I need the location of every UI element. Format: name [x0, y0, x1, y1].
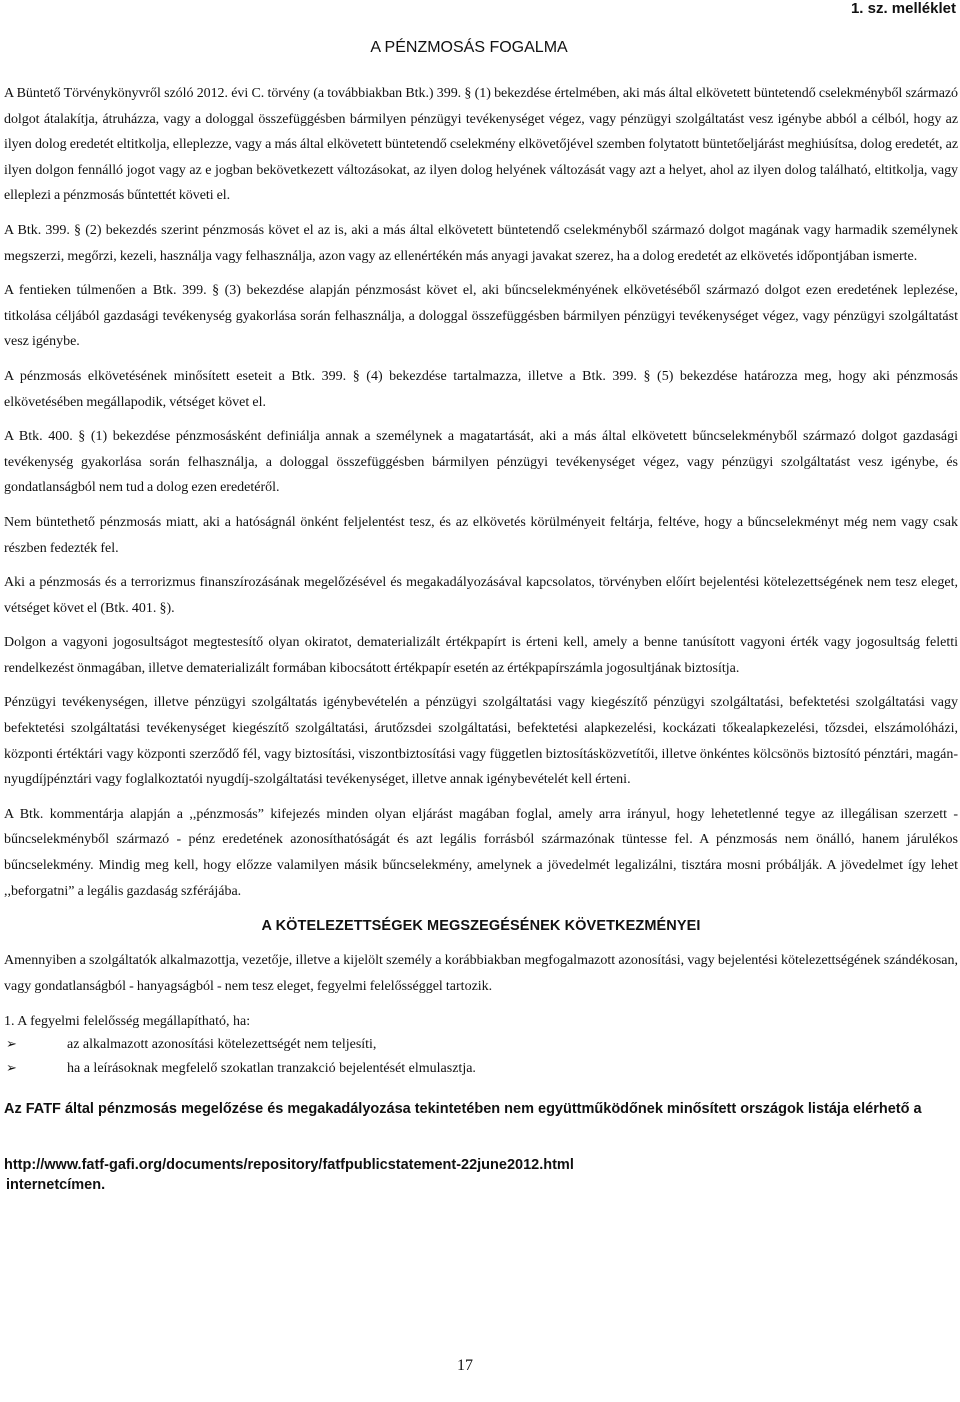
list-item-text: az alkalmazott azonosítási kötelezettségét nem teljesíti,: [67, 1037, 377, 1053]
paragraph-7: Aki a pénzmosás és a terrorizmus finanszírozásának megelőzésével és megakadályozásával kapcsolatos, törvényben előírt bejelentési kötelezettségének nem tesz eleget, vétséget követ el (Btk. 401. §).: [4, 575, 958, 616]
paragraph-8: Dolgon a vagyoni jogosultságot megtestesítő olyan okiratot, dematerializált értékpapírt is érteni kell, amely a benne tanúsított vagyoni érték vagy jogosultság feletti rendelkezést önmagában, illetve dematerializált formában kibocsátott értékpapír esetén az értékpapírszámla jogosultjának biztosítja.: [4, 635, 958, 676]
paragraph-5: A Btk. 400. § (1) bekezdése pénzmosásként definiálja annak a személynek a magatartását, aki a más által elkövetett bűncselekményből származó dolgot gazdasági tevékenység gyakorlása során felhasználja, a dologgal összefüggésben bármilyen pénzügyi tevékenységet végez, vagy pénzügyi szolgáltatást vesz igénybe, és gondatlanságból nem tud a dolog ezen eredetéről.: [4, 429, 958, 496]
list-intro: 1. A fegyelmi felelősség megállapítható, ha:: [4, 1014, 251, 1030]
list-item: [4, 1057, 958, 1081]
list-item-text: ha a leírásoknak megfelelő szokatlan tranzakció bejelentését elmulasztja.: [67, 1061, 476, 1077]
paragraph-1: A Büntető Törvénykönyvről szóló 2012. évi C. törvény (a továbbiakban Btk.) 399. § (1) bekezdése értelmében, aki más által elkövetett büntetendő cselekményből származó dolgot átalakítja, átruházza, vagy a dologgal összefüggésben bármilyen pénzügyi tevékenységet végez, vagy pénzügyi szolgáltatást vesz igénybe abból a célból, hogy az ilyen dolog eredetét eltitkolja, elleplezze, vagy a más által elkövetett büntetendő cselekmény elkövetőjével szemben folytatott büntetőeljárást meghiúsítsa, dolog eredetét, az ilyen dolgon fennálló jogot vagy az e jogban bekövetkezett változásokat, az ilyen dolog helyének változását vagy azt a helyet, ahol az ilyen dolog található, eltitkolja, vagy elleplezi a pénzmosás bűntettét követi el.: [4, 86, 958, 204]
arrow-bullet-icon: ➢: [6, 1037, 17, 1053]
fatf-note: Az FATF által pénzmosás megelőzése és megakadályozása tekintetében nem együttműködőnek minősített országok listája elérhető a: [4, 1101, 922, 1118]
paragraph-6: Nem büntethető pénzmosás miatt, aki a hatóságnál önként feljelentést tesz, és az elkövetés körülményeit feltárja, feltéve, hogy a bűncselekményt még nem vagy csak részben fedezték fel.: [4, 514, 958, 556]
page-title: A PÉNZMOSÁS FOGALMA: [370, 39, 568, 56]
link-suffix: internetcímen.: [6, 1177, 106, 1194]
section-title-consequences: A KÖTELEZETTSÉGEK MEGSZEGÉSÉNEK KÖVETKEZMÉNYEI: [261, 918, 701, 935]
paragraph-2: A Btk. 399. § (2) bekezdés szerint pénzmosás követ el az is, aki a más által elkövetett büntetendő cselekményből származó dolgot magának vagy harmadik személynek megszerzi, megőrzi, kezeli, használja vagy felhasználja, azon vagy az ellenértékén más anyagi javakat szerez, ha a dolog eredetét az elkövetés időpontjában ismerte.: [4, 222, 958, 264]
document-body: [4, 81, 958, 1195]
fatf-link[interactable]: http://www.fatf-gafi.org/documents/repository/fatfpublicstatement-22june2012.html: [4, 1157, 574, 1174]
paragraph-consequences: Amennyiben a szolgáltatók alkalmazottja, vezetője, illetve a kijelölt személy a korábbiakban megfogalmazott azonosítási, vagy bejelentési kötelezettségének szándékosan, vagy gondatlanságból - hanyagságból - nem tesz eleget, fegyelmi felelősséggel tartozik.: [4, 953, 958, 994]
paragraph-4: A pénzmosás elkövetésének minősített eseteit a Btk. 399. § (4) bekezdése tartalmazza, illetve a Btk. 399. § (5) bekezdése határozza meg, hogy aki pénzmosás elkövetésében megállapodik, vétséget követ el.: [4, 368, 958, 410]
paragraph-9: Pénzügyi tevékenységen, illetve pénzügyi szolgáltatás igénybevételén a pénzügyi szolgáltatási vagy kiegészítő pénzügyi szolgáltatási, befektetési szolgáltatási vagy befektetési szolgáltatási tevékenységet kiegészítő szolgáltatási, árutőzsdei szolgáltatási, befektetési alapkezelési, kockázati tőkealapkezelési, tőzsdei, elszámolóházi, központi értéktári vagy központi szerződő fél, vagy biztosítási, viszontbiztosítási vagy független biztosításközvetítői, illetve önkéntes kölcsönös biztosító pénztári, magán-nyugdíjpénztári vagy foglalkoztatói nyugdíj-szolgáltatási tevékenységet, illetve annak igénybevételét kell érteni.: [4, 695, 958, 788]
paragraph-3: A fentieken túlmenően a Btk. 399. § (3) bekezdése alapján pénzmosást követ el, aki bűncselekményének elkövetéséből származó dolgot ezen eredetének leplezése, titkolása céljából gazdasági tevékenység gyakorlása során felhasználja, a dologgal összefüggésben bármilyen pénzügyi tevékenységet végez, vagy pénzügyi szolgáltatást vesz igénybe.: [4, 283, 958, 350]
bullet-list: [4, 1033, 958, 1081]
list-item: [4, 1033, 958, 1057]
paragraph-10: A Btk. kommentárja alapján a ,,pénzmosás” kifejezés minden olyan eljárást magában foglal, amely arra irányul, hogy lehetetlenné tegye az illegálisan szerzett - bűncselekményből származó - pénz eredetének azonosíthatóságát és azt legális forrásból származónak tüntesse fel. A pénzmosás nem önálló, hanem járulékos bűncselekmény. Mindig meg kell, hogy előzze valamilyen másik bűncselekmény, amelynek a jövedelmét legalizálni, tisztára mosni próbálják. A jövedelmet így lehet ,,beforgatni” a legális gazdaság szférájába.: [4, 806, 958, 899]
page-number: 17: [457, 1357, 473, 1374]
arrow-bullet-icon: ➢: [6, 1061, 17, 1077]
annex-label: 1. sz. melléklet: [850, 0, 956, 17]
